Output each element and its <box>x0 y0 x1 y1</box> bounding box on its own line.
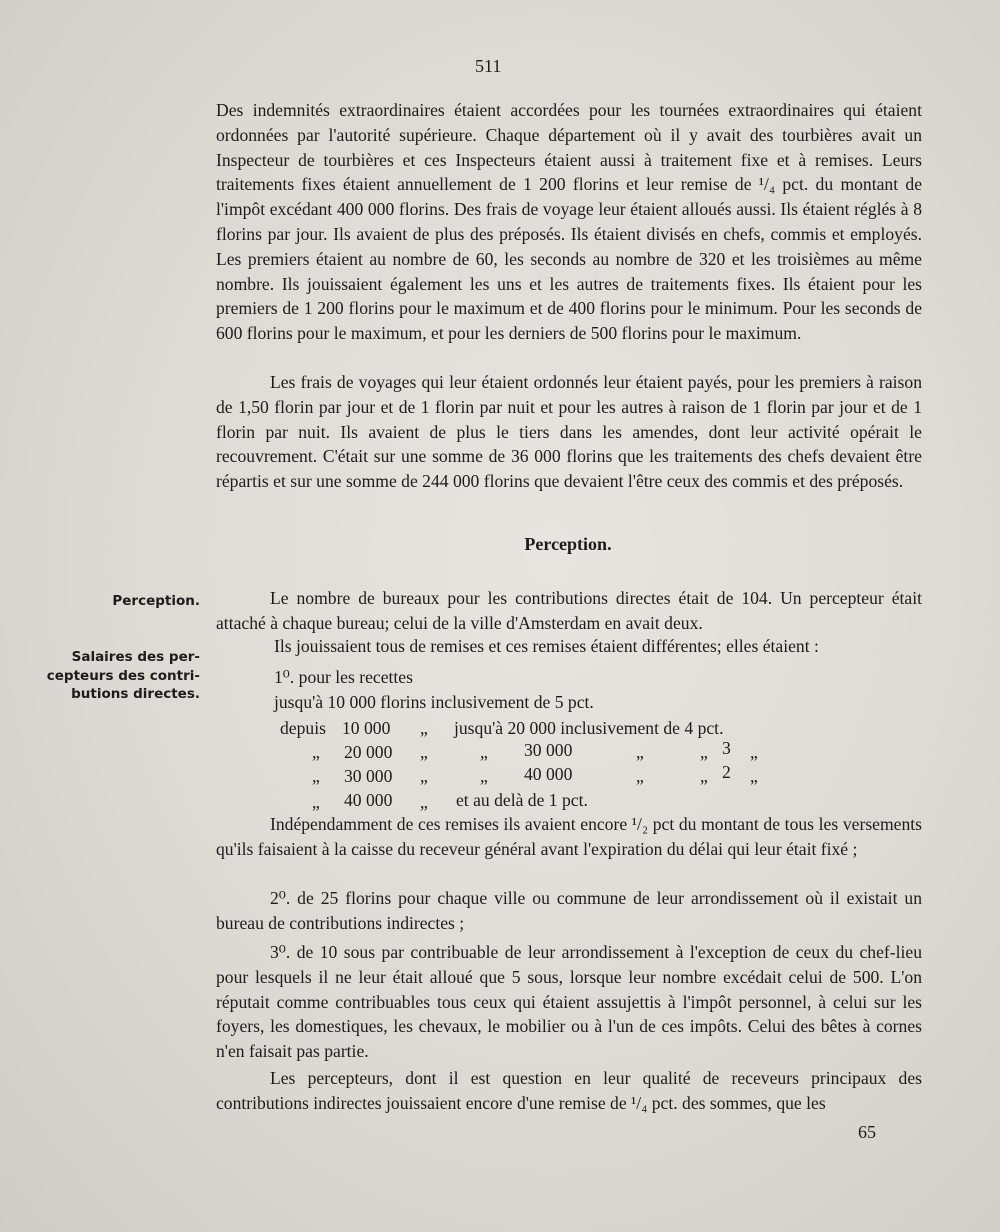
table-cell: „ <box>700 742 708 762</box>
table-cell: „ <box>312 792 320 812</box>
table-cell: „ <box>420 742 428 762</box>
table-cell: „ <box>750 742 758 762</box>
margin-note-salaires: Salaires des per-cepteurs des contri-butions directes. <box>46 649 200 702</box>
table-cell: jusqu'à 20 000 inclusivement de 4 pct. <box>454 718 724 738</box>
table-cell: 2 <box>722 762 731 782</box>
paragraph-percepteurs: Les percepteurs, dont il est question en leur qualité de receveurs principaux des contributions indirectes jouissaient encore d'une remise de ¹/₄ pct. des sommes, que les <box>216 1068 922 1113</box>
line-recettes: 1⁰. pour les recettes <box>274 667 413 687</box>
table-cell: 20 000 <box>344 742 393 762</box>
table-cell: „ <box>420 718 428 738</box>
table-cell: 30 000 <box>344 766 393 786</box>
table-cell: „ <box>700 766 708 786</box>
table-cell: „ <box>480 766 488 786</box>
table-cell: 30 000 <box>524 740 573 760</box>
line-jusqua: jusqu'à 10 000 florins inclusivement de 5 pct. <box>274 692 594 712</box>
table-cell: 3 <box>722 738 731 758</box>
table-cell: 40 000 <box>524 764 573 784</box>
line-remises: Ils jouissaient tous de remises et ces remises étaient différentes; elles étaient : <box>274 636 819 656</box>
table-cell: „ <box>420 792 428 812</box>
paragraph-independamment: Indépendamment de ces remises ils avaient encore ¹/₂ pct du montant de tous les versements qu'ils faisaient à la caisse du receveur général avant l'expiration du délai qui leur était fixé ; <box>216 814 922 859</box>
table-cell: depuis <box>280 718 326 738</box>
page-number: 511 <box>475 56 502 76</box>
table-cell: „ <box>420 766 428 786</box>
paragraph-bureaux: Le nombre de bureaux pour les contributions directes était de 104. Un percepteur était attaché à chaque bureau; celui de la ville d'Amsterdam en avait deux. <box>216 588 922 633</box>
table-cell: 40 000 <box>344 790 393 810</box>
table-cell: „ <box>750 766 758 786</box>
table-cell: „ <box>312 766 320 786</box>
paragraph-troisieme: 3⁰. de 10 sous par contribuable de leur arrondissement à l'exception de ceux du chef-lieu pour lesquels il ne leur était alloué que 5 sous, lorsque leur nombre excédait celui de 500. L'on réputait comme contribuables tous ceux qui étaient assujettis à l'impôt personnel, à celui sur les foyers, les domestiques, les chevaux, le mobilier ou à l'un de ces impôts. Celui des bêtes à cornes n'en faisait pas partie. <box>216 942 922 1062</box>
margin-note-perception: Perception. <box>112 593 200 609</box>
section-heading: Perception. <box>524 534 612 554</box>
table-cell: 10 000 <box>342 718 391 738</box>
table-cell: „ <box>480 742 488 762</box>
paragraph-deuxieme: 2⁰. de 25 florins pour chaque ville ou commune de leur arrondissement où il existait un bureau de contributions indirectes ; <box>216 888 922 933</box>
paragraph-frais-voyages: Les frais de voyages qui leur étaient ordonnés leur étaient payés, pour les premiers à raison de 1,50 florin par jour et de 1 florin par nuit et pour les autres à raison de 1 florin par jour et de 1 florin par nuit. Ils avaient de plus le tiers dans les amendes, dont leur activité opérait le recouvrement. C'était sur une somme de 36 000 florins que les traitements des chefs devaient être répartis et sur une somme de 244 000 florins que devaient l'être ceux des commis et des préposés. <box>216 372 922 492</box>
paragraph-indemnites: Des indemnités extraordinaires étaient accordées pour les tournées extraordinaires qui étaient ordonnées par l'autorité supérieure. Chaque département où il y avait des tourbières avait un Inspecteur de tourbières et ces Inspecteurs étaient aussi à traitement fixe et à remises. Leurs traitements fixes étaient annuellement de 1 200 florins et leur remise de ¹/₄ pct. du montant de l'impôt excédant 400 000 florins. Des frais de voyage leur étaient alloués aussi. Ils étaient réglés à 8 florins par jour. Ils avaient de plus des préposés. Ils étaient divisés en chefs, commis et employés. Les premiers étaient au nombre de 60, les seconds au nombre de 320 et les troisièmes au même nombre. Ils jouissaient également les uns et les autres de traitements fixes. Ils étaient pour les premiers de 1 200 florins pour le maximum et de 400 florins pour le minimum. Pour les seconds de 600 florins pour le maximum, et pour les derniers de 500 florins pour le maximum. <box>216 100 922 344</box>
signature-mark: 65 <box>858 1122 876 1142</box>
table-cell: „ <box>312 742 320 762</box>
table-cell: et au delà de 1 pct. <box>456 790 588 810</box>
table-cell: „ <box>636 766 644 786</box>
table-cell: „ <box>636 742 644 762</box>
